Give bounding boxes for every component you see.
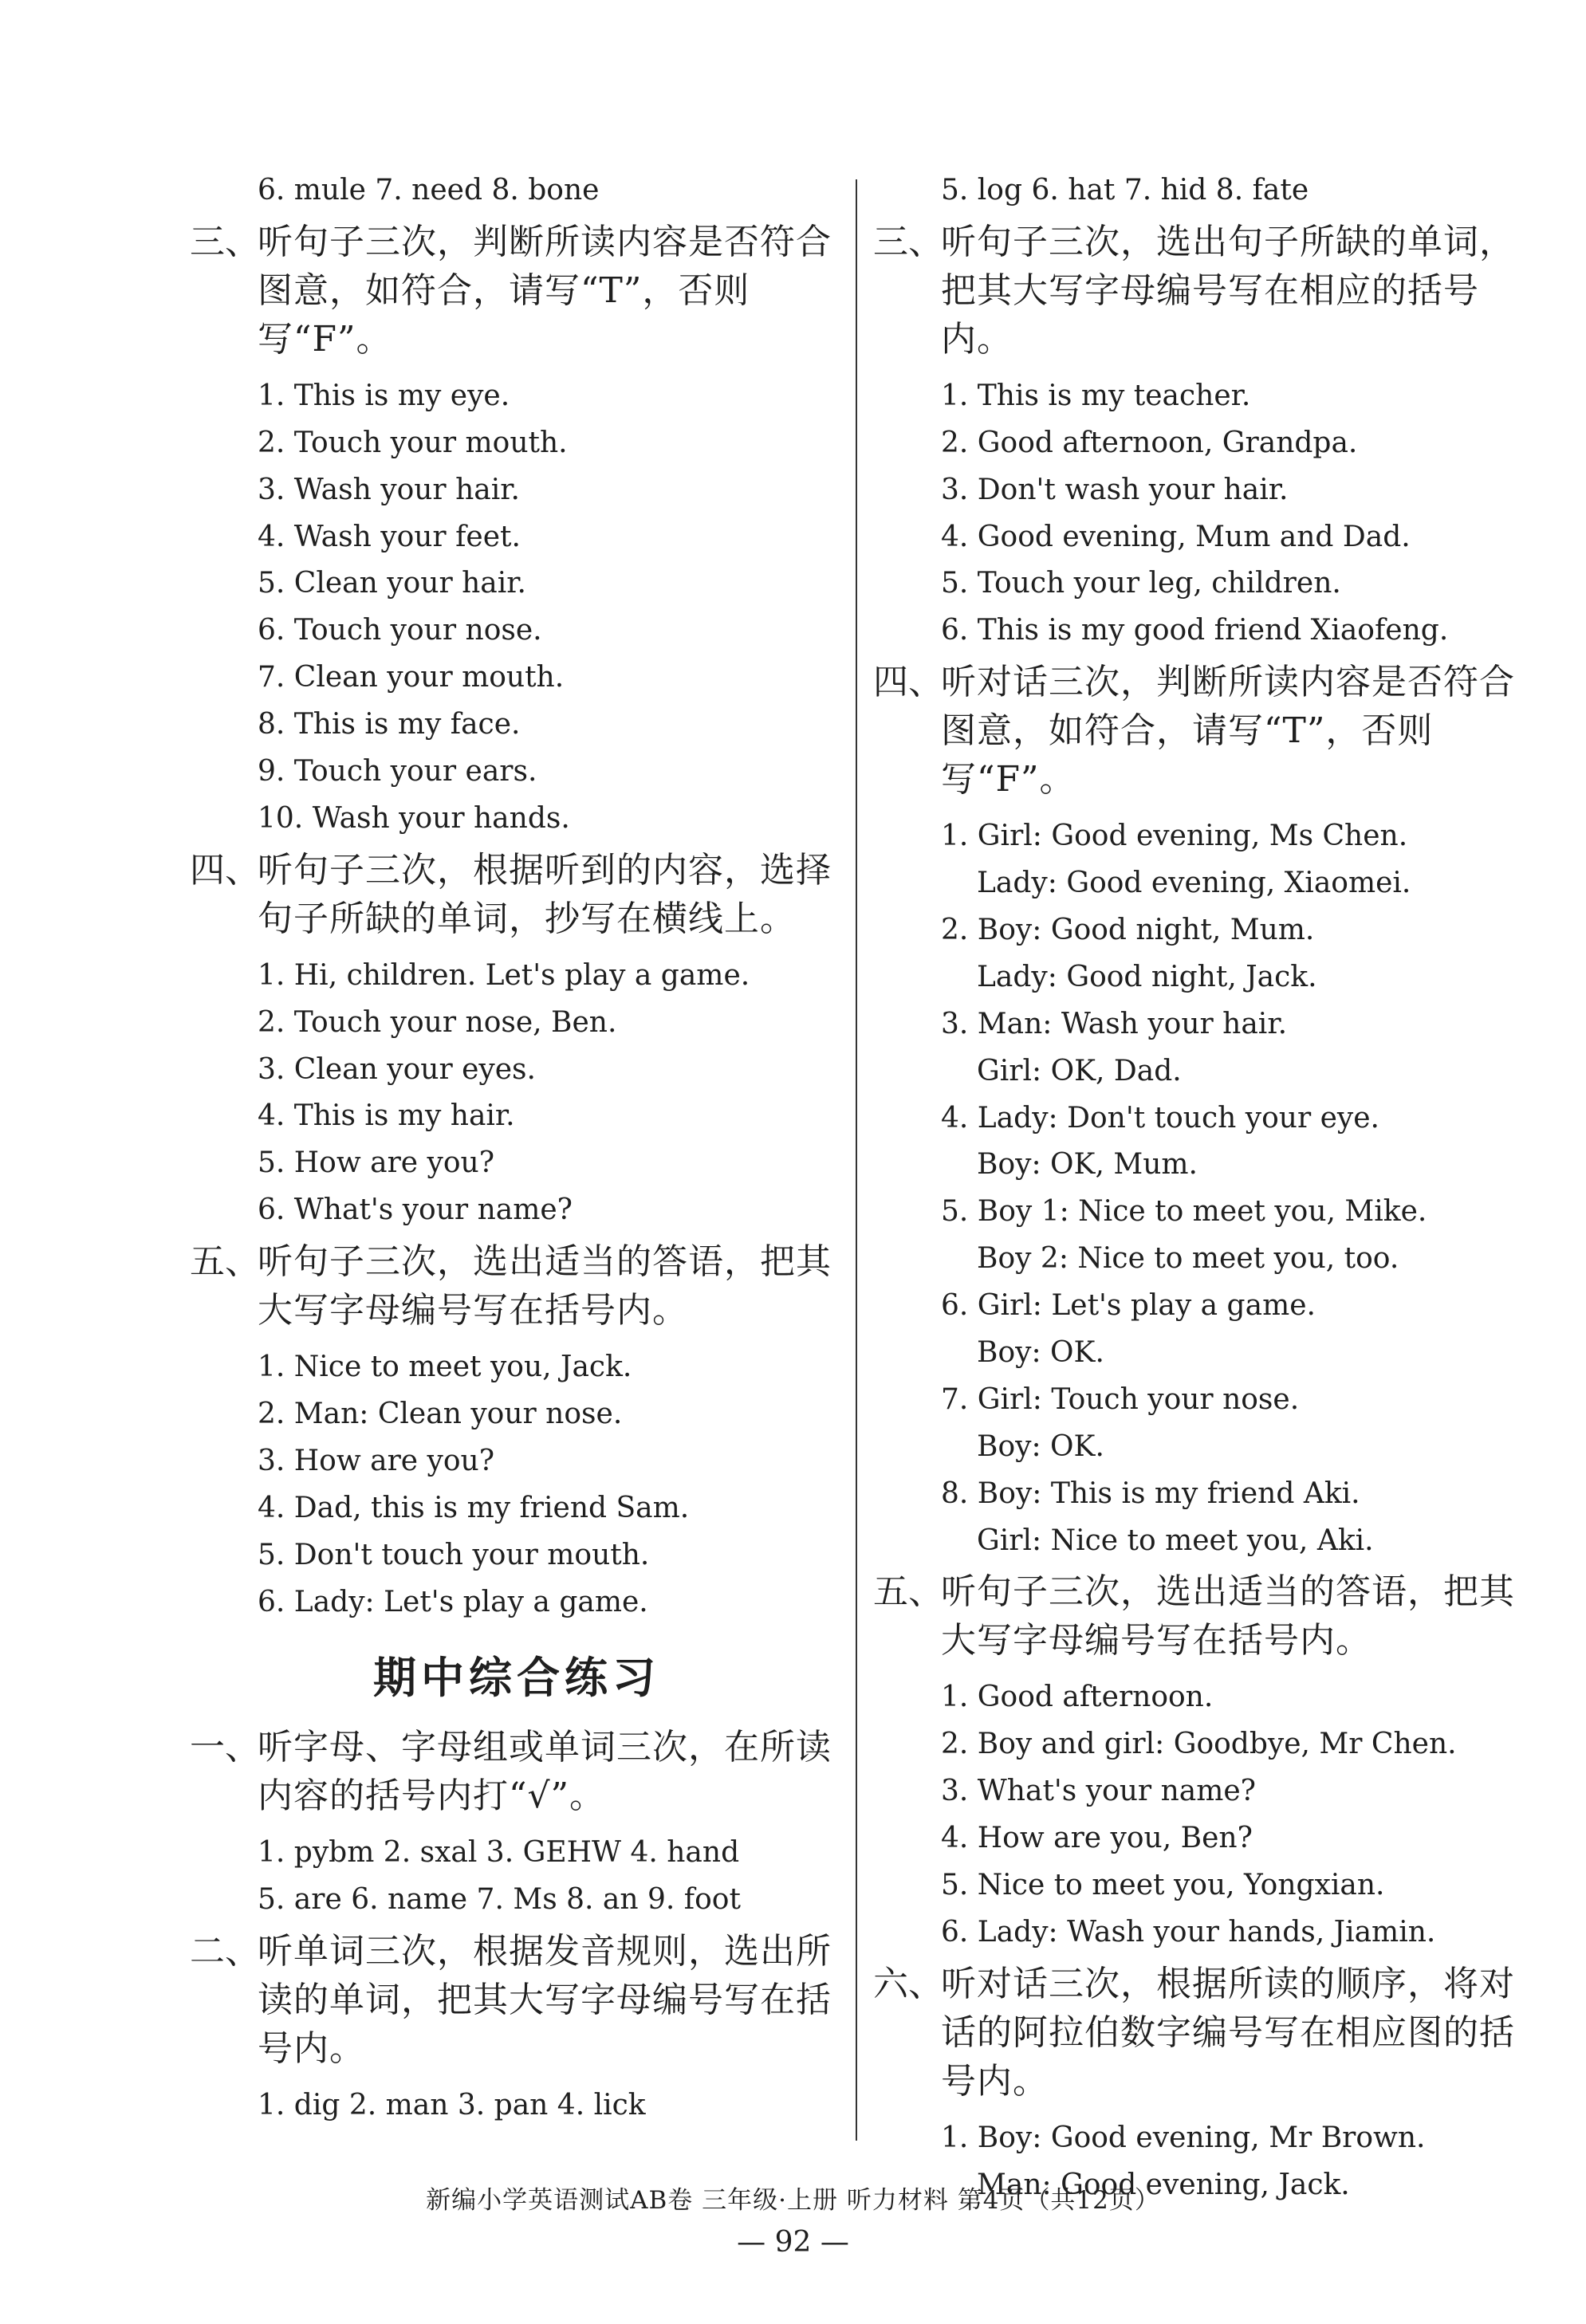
listening-line: 5. Clean your hair. (258, 567, 526, 600)
listening-line: 2. Man: Clean your nose. (258, 1398, 623, 1431)
listening-line: 5. Nice to meet you, Yongxian. (941, 1869, 1385, 1902)
section-heading (190, 1927, 844, 2073)
listening-line: 1. This is my eye. (258, 379, 510, 412)
listening-line: Boy: OK. (977, 1336, 1104, 1370)
section-instruction: 听句子三次，选出句子所缺的单词，把其大写字母编号写在相应的括号内。 (941, 221, 1515, 360)
listening-line: 3. Clean your eyes. (258, 1052, 536, 1086)
listening-line: Man: Good evening, Jack. (977, 2168, 1350, 2201)
section-number: 五、 (190, 1241, 260, 1283)
listening-line: 1. Nice to meet you, Jack. (258, 1351, 632, 1384)
listening-line: 5. Boy 1: Nice to meet you, Mike. (941, 1195, 1427, 1229)
listening-line: 10. Wash your hands. (258, 801, 570, 835)
right-column (873, 167, 1535, 2209)
listening-line: 3. What's your name? (941, 1775, 1256, 1808)
section-number: 一、 (190, 1727, 260, 1768)
page-number: — 92 — (737, 2226, 849, 2259)
listening-line: 6. Girl: Let's play a game. (941, 1289, 1316, 1323)
listening-line: Boy: OK, Mum. (977, 1148, 1198, 1182)
listening-line: Boy: OK. (977, 1429, 1104, 1463)
section-heading (873, 218, 1535, 364)
section-heading (873, 1960, 1535, 2106)
section-number: 四、 (190, 849, 260, 891)
column-divider (856, 179, 857, 2141)
listening-line: 6. mule 7. need 8. bone (258, 174, 600, 206)
section-heading (190, 846, 844, 943)
listening-line: 2. Good afternoon, Grandpa. (941, 426, 1358, 459)
listening-line: 1. This is my teacher. (941, 379, 1251, 412)
section-number: 三、 (190, 221, 260, 262)
section-instruction: 听句子三次，选出适当的答语，把其大写字母编号写在括号内。 (258, 1241, 832, 1331)
listening-line: 4. This is my hair. (258, 1099, 515, 1133)
listening-line: 4. Lady: Don't touch your eye. (941, 1101, 1380, 1134)
listening-line: 3. Don't wash your hair. (941, 473, 1289, 506)
section-number: 六、 (873, 1963, 943, 2004)
left-column (190, 167, 844, 2129)
listening-line: 3. Man: Wash your hair. (941, 1007, 1288, 1040)
listening-line: 5. are 6. name 7. Ms 8. an 9. foot (258, 1883, 741, 1917)
listening-line: Girl: Nice to meet you, Aki. (977, 1524, 1374, 1557)
listening-line: 2. Touch your mouth. (258, 426, 568, 459)
practice-title: 期中综合练习 (373, 1653, 660, 1704)
listening-line: 6. Lady: Wash your hands, Jiamin. (941, 1915, 1436, 1948)
section-heading (190, 218, 844, 364)
listening-line: 3. How are you? (258, 1444, 495, 1477)
listening-line: Lady: Good evening, Xiaomei. (977, 867, 1411, 900)
listening-line: 6. Lady: Let's play a game. (258, 1585, 648, 1618)
listening-line: 2. Boy: Good night, Mum. (941, 914, 1315, 947)
listening-line: 8. Boy: This is my friend Aki. (941, 1477, 1360, 1510)
section-instruction: 听对话三次，根据所读的顺序，将对话的阿拉伯数字编号写在相应图的括号内。 (941, 1963, 1515, 2102)
listening-line: 4. Good evening, Mum and Dad. (941, 520, 1411, 553)
section-heading (873, 658, 1535, 804)
section-instruction: 听单词三次，根据发音规则，选出所读的单词，把其大写字母编号写在括号内。 (258, 1931, 832, 2070)
listening-line: 2. Touch your nose, Ben. (258, 1005, 617, 1039)
listening-line: 1. pybm 2. sxal 3. GEHW 4. hand (258, 1836, 740, 1870)
listening-line: 5. Don't touch your mouth. (258, 1538, 650, 1571)
listening-line: 5. How are you? (258, 1146, 495, 1180)
section-heading (190, 1723, 844, 1820)
listening-line: 1. Girl: Good evening, Ms Chen. (941, 820, 1408, 853)
section-instruction: 听句子三次，根据听到的内容，选择句子所缺的单词，抄写在横线上。 (258, 849, 832, 939)
listening-line: 7. Clean your mouth. (258, 661, 565, 694)
listening-line: 3. Wash your hair. (258, 473, 520, 506)
listening-line: 1. Boy: Good evening, Mr Brown. (941, 2121, 1426, 2154)
listening-line: 6. What's your name? (258, 1193, 573, 1227)
listening-line: 5. Touch your leg, children. (941, 567, 1341, 600)
section-heading (873, 1567, 1535, 1665)
footer-caption: 新编小学英语测试AB卷 三年级·上册 听力材料 第4页（共12页） (426, 2186, 1160, 2215)
section-instruction: 听对话三次，判断所读内容是否符合图意，如符合，请写“T”，否则写“F”。 (941, 662, 1515, 800)
section-instruction: 听句子三次，选出适当的答语，把其大写字母编号写在括号内。 (941, 1571, 1515, 1661)
listening-line: 6. This is my good friend Xiaofeng. (941, 614, 1449, 647)
section-number: 二、 (190, 1931, 260, 1972)
listening-line: Boy 2: Nice to meet you, too. (977, 1242, 1399, 1276)
listening-line: 6. Touch your nose. (258, 614, 542, 647)
listening-line: 1. Good afternoon. (941, 1681, 1214, 1714)
section-number: 四、 (873, 662, 943, 703)
listening-line: 2. Boy and girl: Goodbye, Mr Chen. (941, 1728, 1457, 1761)
section-heading (190, 1237, 844, 1335)
listening-line: 5. log 6. hat 7. hid 8. fate (941, 174, 1309, 206)
listening-line: Girl: OK, Dad. (977, 1054, 1182, 1087)
listening-line: 9. Touch your ears. (258, 755, 537, 788)
listening-line: Lady: Good night, Jack. (977, 960, 1317, 993)
listening-line: 4. Wash your feet. (258, 520, 521, 553)
listening-line: 1. Hi, children. Let's play a game. (258, 958, 750, 992)
listening-line: 4. Dad, this is my friend Sam. (258, 1491, 690, 1524)
listening-line: 4. How are you, Ben? (941, 1822, 1253, 1855)
listening-line: 8. This is my face. (258, 708, 521, 741)
section-instruction: 听句子三次，判断所读内容是否符合图意，如符合，请写“T”，否则写“F”。 (258, 221, 832, 360)
section-instruction: 听字母、字母组或单词三次，在所读内容的括号内打“√”。 (258, 1727, 832, 1817)
listening-line: 7. Girl: Touch your nose. (941, 1382, 1300, 1416)
listening-line: 1. dig 2. man 3. pan 4. lick (258, 2089, 646, 2122)
section-number: 五、 (873, 1571, 943, 1613)
section-number: 三、 (873, 221, 943, 262)
